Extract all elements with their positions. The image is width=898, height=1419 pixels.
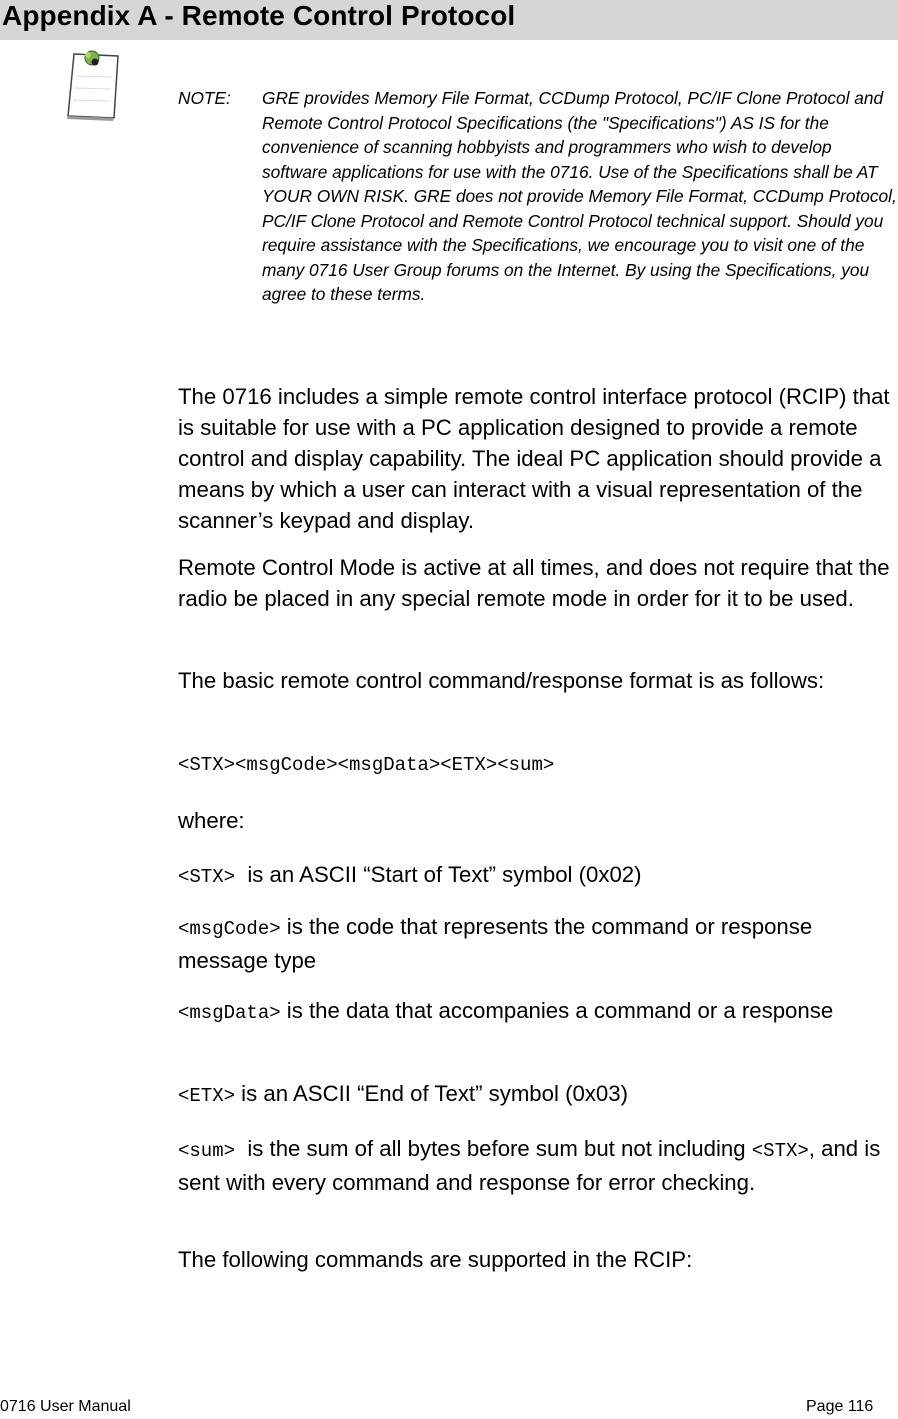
notepad-with-pin-icon <box>62 46 122 122</box>
footer-page-number: Page 116 <box>806 1398 874 1415</box>
def-sum-text-a: is the sum of all bytes before sum but not including <box>235 1136 752 1161</box>
where-label: where: <box>178 808 245 833</box>
def-sum-code: <sum> <box>178 1140 236 1162</box>
def-msgdata-text: is the data that accompanies a command or a response <box>280 998 834 1023</box>
def-stx <box>178 859 898 893</box>
format-line: <STX><msgCode><msgData><ETX><sum> <box>178 754 555 776</box>
def-etx-text: is an ASCII “End of Text” symbol (0x03) <box>235 1081 628 1106</box>
mode-paragraph: Remote Control Mode is active at all times, and does not require that the radio be placed in any special remote mode in order for it to be used. <box>178 555 890 611</box>
def-sum-text-b: , and is sent with every command and response for error checking. <box>178 1136 881 1195</box>
def-etx-code: <ETX> <box>178 1085 236 1107</box>
def-msgdata-code: <msgData> <box>178 1002 281 1024</box>
note-text: GRE provides Memory File Format, CCDump Protocol, PC/IF Clone Protocol and Remote Control Protocol Specifications (the "Specifications") AS IS for the convenience of scanning hobbyists and programmers who wish to develop software applications for use with the 0716. Use of the Specifications shall be AT YOUR OWN RISK. GRE does not provide Memory File Format, CCDump Protocol, PC/IF Clone Protocol and Remote Control Protocol technical support. Should you require assistance with the Specifications, we encourage you to visit one of the many 0716 User Group forums on the Internet. By using the Specifications, you agree to these terms. <box>262 88 897 304</box>
def-sum <box>178 1133 898 1198</box>
intro-paragraph: The 0716 includes a simple remote control interface protocol (RCIP) that is suitable for use with a PC application designed to provide a remote control and display capability. The ideal PC application should provide a means by which a user can interact with a visual representation of the scanner’s keypad and display. <box>178 384 890 533</box>
def-etx <box>178 1078 898 1112</box>
page-title: Appendix A - Remote Control Protocol <box>2 0 516 31</box>
def-msgcode-code: <msgCode> <box>178 918 281 940</box>
def-stx-code: <STX> <box>178 866 236 888</box>
def-msgcode-text: is the code that represents the command or response message type <box>178 914 813 973</box>
def-msgcode <box>178 911 898 976</box>
note-label: NOTE: <box>178 88 231 108</box>
def-stx-text: is an ASCII “Start of Text” symbol (0x02) <box>235 862 642 887</box>
format-intro-paragraph: The basic remote control command/response format is as follows: <box>178 668 825 693</box>
title-bar <box>0 0 898 40</box>
def-sum-code-b: <STX> <box>751 1140 809 1162</box>
commands-intro-paragraph: The following commands are supported in the RCIP: <box>178 1247 693 1272</box>
def-msgdata <box>178 995 898 1029</box>
footer-manual-name: 0716 User Manual <box>0 1398 131 1415</box>
